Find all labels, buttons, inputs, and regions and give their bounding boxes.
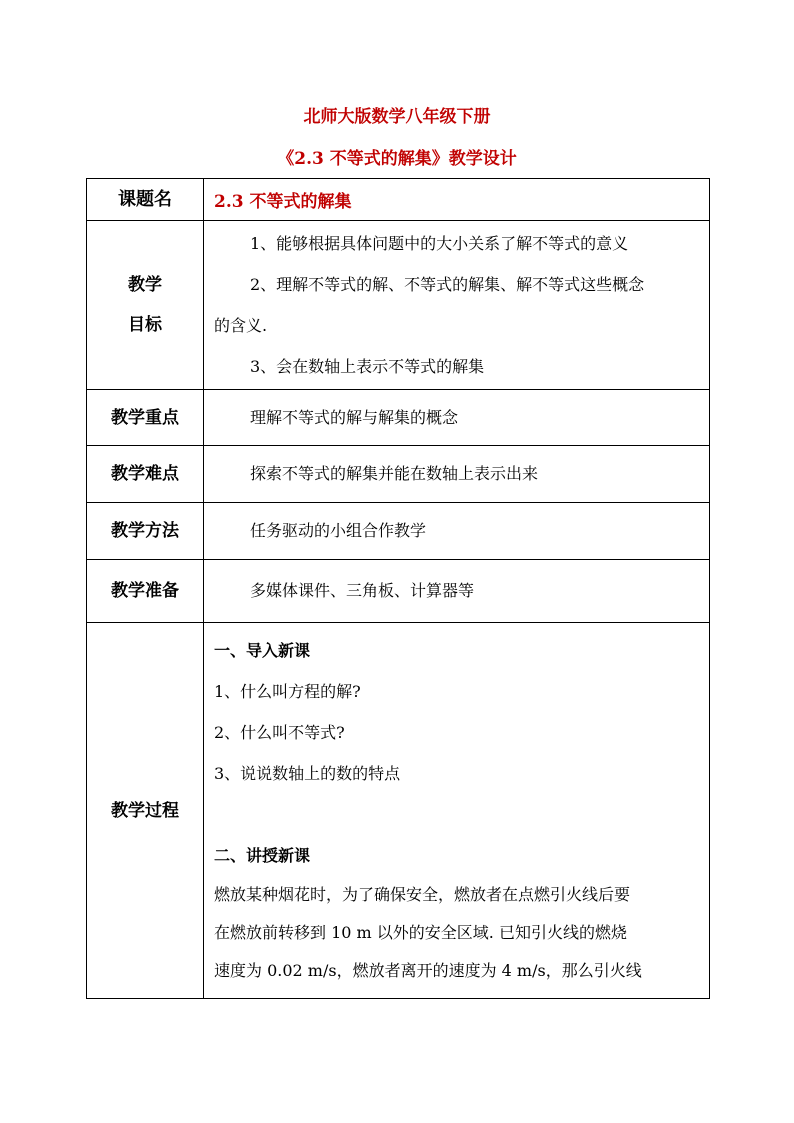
- objectives-row: [87, 221, 710, 390]
- section-2-heading: 二、讲授新课: [214, 846, 311, 865]
- preparation-row: [87, 560, 710, 623]
- methods-content: [204, 503, 710, 560]
- preparation-label: 教学准备: [87, 560, 204, 623]
- objectives-label: [87, 221, 204, 390]
- lesson-plan-table: [86, 178, 710, 999]
- objectives-content: [204, 221, 710, 390]
- difficulties-content: [204, 446, 710, 503]
- spacer: [214, 794, 703, 836]
- objective-item-2: 2、理解不等式的解、不等式的解集、解不等式这些概念: [250, 275, 645, 294]
- process-label: 教学过程: [87, 623, 204, 999]
- difficulties-label: 教学难点: [87, 446, 204, 503]
- topic-row: [87, 179, 710, 221]
- objectives-label-line2: 目标: [128, 315, 162, 335]
- preparation-value: 多媒体课件、三角板、计算器等: [250, 581, 475, 600]
- topic-label: 课题名: [87, 179, 204, 221]
- question-3: 3、说说数轴上的数的特点: [214, 764, 401, 783]
- problem-line-2: 在燃放前转移到 10 m 以外的安全区域. 已知引火线的燃烧: [214, 923, 627, 942]
- problem-line-3: 速度为 0.02 m/s，燃放者离开的速度为 4 m/s，那么引火线: [214, 961, 642, 980]
- objectives-label-line1: 教学: [128, 275, 162, 295]
- methods-label: 教学方法: [87, 503, 204, 560]
- topic-value: 2.3 不等式的解集: [204, 179, 710, 221]
- section-1-heading: 一、导入新课: [214, 641, 311, 660]
- problem-line-1: 燃放某种烟花时，为了确保安全，燃放者在点燃引火线后要: [214, 885, 631, 904]
- key-points-content: [204, 390, 710, 446]
- key-points-label: 教学重点: [87, 390, 204, 446]
- methods-row: [87, 503, 710, 560]
- process-content: [204, 623, 710, 999]
- question-1: 1、什么叫方程的解?: [214, 682, 361, 701]
- objective-item-2-continued: 的含义.: [214, 316, 268, 335]
- process-row: [87, 623, 710, 999]
- key-points-value: 理解不等式的解与解集的概念: [250, 407, 459, 427]
- methods-value: 任务驱动的小组合作教学: [250, 521, 427, 540]
- difficulties-value: 探索不等式的解集并能在数轴上表示出来: [250, 464, 539, 483]
- difficulties-row: [87, 446, 710, 503]
- question-2: 2、什么叫不等式?: [214, 723, 345, 742]
- objective-item-3: 3、会在数轴上表示不等式的解集: [250, 357, 485, 376]
- objective-item-1: 1、能够根据具体问题中的大小关系了解不等式的意义: [250, 234, 629, 253]
- preparation-content: [204, 560, 710, 623]
- document-title: 北师大版数学八年级下册: [303, 107, 491, 127]
- key-points-row: [87, 390, 710, 446]
- document-subtitle: 《2.3 不等式的解集》教学设计: [277, 149, 517, 169]
